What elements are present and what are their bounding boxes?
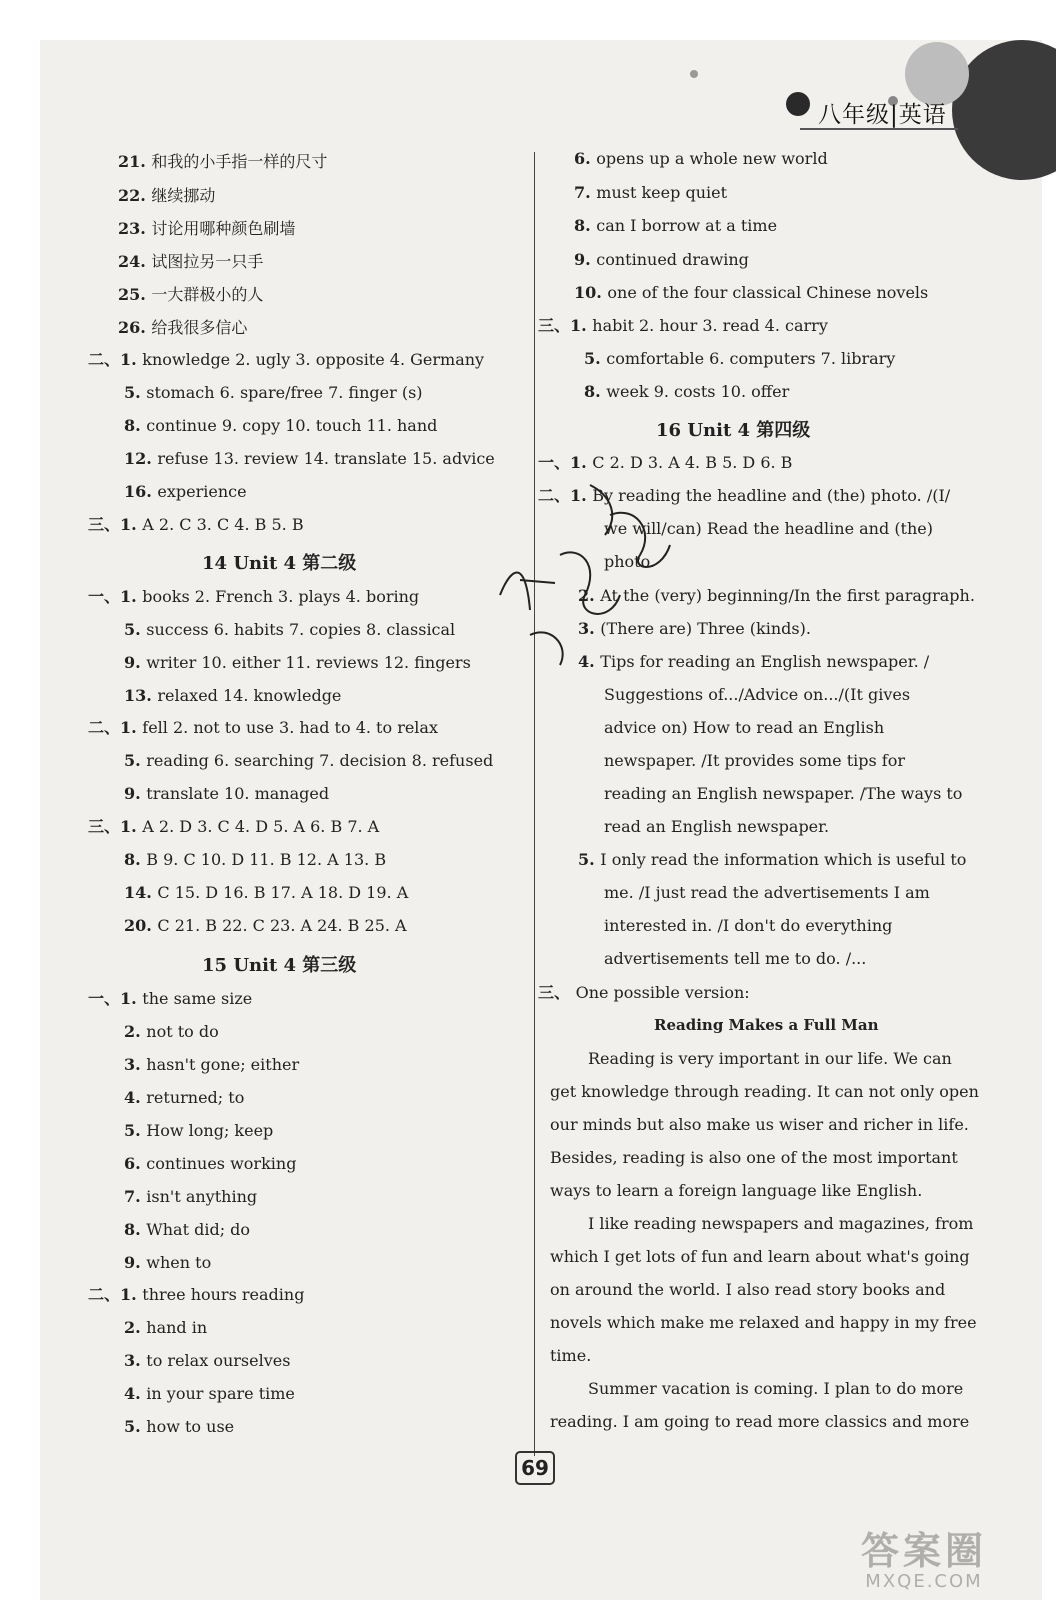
item-number: 三、1. bbox=[88, 515, 143, 534]
left-answer-line bbox=[88, 718, 438, 738]
item-number: 8. bbox=[574, 216, 597, 235]
item-answer: 和我的小手指一样的尺寸 bbox=[151, 152, 328, 171]
left-answer-line bbox=[124, 784, 329, 804]
item-number: 二、1. bbox=[88, 718, 143, 737]
item-answer: read an English newspaper. bbox=[604, 817, 830, 836]
right-answer-line bbox=[604, 817, 829, 837]
item-answer: continued drawing bbox=[596, 250, 749, 269]
item-answer: success 6. habits 7. copies 8. classical bbox=[146, 620, 456, 639]
item-number: 8. bbox=[124, 850, 147, 869]
item-answer: B 9. C 10. D 11. B 12. A 13. B bbox=[146, 850, 387, 869]
left-answer-line bbox=[124, 1022, 219, 1042]
right-answer-line bbox=[574, 283, 928, 303]
item-number: 5. bbox=[584, 349, 607, 368]
item-answer: 继续挪动 bbox=[151, 186, 216, 205]
left-answer-line bbox=[124, 653, 471, 673]
essay-line: I like reading newspapers and magazines, from bbox=[588, 1214, 974, 1233]
item-answer: one of the four classical Chinese novels bbox=[607, 283, 929, 302]
item-number: 2. bbox=[124, 1022, 147, 1041]
right-answer-line bbox=[574, 183, 727, 203]
left-answer-line bbox=[88, 817, 379, 837]
right-answer-line bbox=[538, 316, 828, 336]
item-answer: hand in bbox=[146, 1318, 208, 1337]
item-number: 20. bbox=[124, 916, 158, 935]
item-number: 二、1. bbox=[88, 350, 143, 369]
item-answer: can I borrow at a time bbox=[596, 216, 778, 235]
essay-title: Reading Makes a Full Man bbox=[654, 1016, 879, 1034]
scan-border-top bbox=[0, 0, 1056, 40]
decor-dot bbox=[690, 70, 698, 78]
item-number: 三、 bbox=[538, 983, 576, 1002]
item-number: 13. bbox=[124, 686, 158, 705]
header-underline bbox=[800, 128, 958, 130]
item-number: 16. bbox=[124, 482, 158, 501]
essay-line: Summer vacation is coming. I plan to do more bbox=[588, 1379, 964, 1398]
item-number: 3. bbox=[578, 619, 601, 638]
right-answer-line bbox=[604, 883, 930, 903]
right-answer-line bbox=[538, 983, 750, 1003]
item-answer: interested in. /I don't do everything bbox=[604, 916, 893, 935]
item-answer: must keep quiet bbox=[596, 183, 728, 202]
item-answer: hasn't gone; either bbox=[146, 1055, 300, 1074]
essay-line: which I get lots of fun and learn about what's going bbox=[550, 1247, 970, 1266]
item-number: 5. bbox=[124, 383, 147, 402]
item-answer: I only read the information which is useful to bbox=[600, 850, 967, 869]
left-answer-line bbox=[124, 416, 437, 436]
item-answer: By reading the headline and (the) photo. /(I/ bbox=[592, 486, 951, 505]
item-answer: photo. bbox=[604, 552, 656, 571]
item-number: 10. bbox=[574, 283, 608, 302]
right-answer-line bbox=[538, 453, 792, 473]
right-answer-line bbox=[584, 349, 895, 369]
essay-line: time. bbox=[550, 1346, 592, 1365]
item-answer: reading 6. searching 7. decision 8. refused bbox=[146, 751, 494, 770]
item-number: 8. bbox=[584, 382, 607, 401]
item-answer: continue 9. copy 10. touch 11. hand bbox=[146, 416, 438, 435]
item-number: 9. bbox=[574, 250, 597, 269]
watermark-text: 答案圈 bbox=[860, 1529, 987, 1573]
left-answer-line bbox=[88, 587, 419, 607]
item-number: 12. bbox=[124, 449, 158, 468]
left-answer-line bbox=[124, 1417, 234, 1437]
left-answer-line bbox=[124, 916, 407, 936]
header-title: 八年级|英语 bbox=[818, 102, 947, 128]
left-answer-line bbox=[124, 482, 247, 502]
item-number: 三、1. bbox=[538, 316, 593, 335]
left-answer-line bbox=[124, 383, 423, 403]
item-number: 5. bbox=[124, 1417, 147, 1436]
item-number: 22. bbox=[118, 186, 152, 205]
right-answer-line bbox=[604, 949, 866, 969]
item-answer: me. /I just read the advertisements I am bbox=[604, 883, 930, 902]
item-answer: 给我很多信心 bbox=[151, 318, 248, 337]
item-number: 14. bbox=[124, 883, 158, 902]
item-answer: (There are) Three (kinds). bbox=[600, 619, 811, 638]
item-answer: knowledge 2. ugly 3. opposite 4. Germany bbox=[142, 350, 485, 369]
item-number: 26. bbox=[118, 318, 152, 337]
item-answer: three hours reading bbox=[142, 1285, 305, 1304]
item-answer: writer 10. either 11. reviews 12. fingers bbox=[146, 653, 471, 672]
item-number: 9. bbox=[124, 1253, 147, 1272]
item-number: 二、1. bbox=[538, 486, 593, 505]
item-answer: the same size bbox=[142, 989, 253, 1008]
item-number: 9. bbox=[124, 653, 147, 672]
item-number: 4. bbox=[578, 652, 601, 671]
left-answer-line bbox=[124, 1351, 290, 1371]
item-number: 7. bbox=[574, 183, 597, 202]
decor-circle-small bbox=[786, 92, 810, 116]
item-answer: how to use bbox=[146, 1417, 235, 1436]
left-answer-line bbox=[124, 1121, 273, 1141]
item-answer: A 2. C 3. C 4. B 5. B bbox=[142, 515, 304, 534]
item-number: 5. bbox=[124, 751, 147, 770]
item-number: 5. bbox=[124, 620, 147, 639]
left-answer-line bbox=[124, 1220, 250, 1240]
essay-line: novels which make me relaxed and happy in my free bbox=[550, 1313, 977, 1332]
item-number: 21. bbox=[118, 152, 152, 171]
item-number: 二、1. bbox=[88, 1285, 143, 1304]
item-answer: fell 2. not to use 3. had to 4. to relax bbox=[142, 718, 438, 737]
left-answer-line bbox=[124, 1384, 295, 1404]
item-number: 4. bbox=[124, 1088, 147, 1107]
item-answer: advertisements tell me to do. /... bbox=[604, 949, 867, 968]
item-answer: At the (very) beginning/In the first paragraph. bbox=[600, 586, 975, 605]
right-answer-line bbox=[574, 216, 777, 236]
item-answer: in your spare time bbox=[146, 1384, 295, 1403]
right-answer-line bbox=[604, 784, 962, 804]
item-answer: What did; do bbox=[146, 1220, 251, 1239]
essay-line: ways to learn a foreign language like English. bbox=[550, 1181, 923, 1200]
item-answer: How long; keep bbox=[146, 1121, 274, 1140]
left-answer-line bbox=[124, 1088, 244, 1108]
item-answer: returned; to bbox=[146, 1088, 245, 1107]
left-answer-line bbox=[124, 1253, 211, 1273]
left-answer-line bbox=[124, 751, 493, 771]
item-answer: opens up a whole new world bbox=[596, 149, 828, 168]
item-answer: comfortable 6. computers 7. library bbox=[606, 349, 896, 368]
item-answer: One possible version: bbox=[575, 983, 750, 1002]
left-answer-line bbox=[124, 620, 455, 640]
site-watermark bbox=[834, 1520, 1014, 1590]
item-number: 6. bbox=[574, 149, 597, 168]
left-answer-line bbox=[124, 850, 386, 870]
right-answer-line bbox=[574, 149, 828, 169]
left-answer-line bbox=[124, 686, 341, 706]
left-answer-line bbox=[124, 1187, 257, 1207]
left-answer-line bbox=[88, 350, 484, 370]
item-answer: continues working bbox=[146, 1154, 297, 1173]
left-answer-line bbox=[124, 883, 408, 903]
essay-line: our minds but also make us wiser and richer in life. bbox=[550, 1115, 969, 1134]
item-number: 25. bbox=[118, 285, 152, 304]
item-number: 6. bbox=[124, 1154, 147, 1173]
decor-circle-large bbox=[952, 40, 1056, 180]
page-number: 69 bbox=[515, 1451, 555, 1485]
item-number: 5. bbox=[578, 850, 601, 869]
item-answer: relaxed 14. knowledge bbox=[157, 686, 342, 705]
item-answer: we will/can) Read the headline and (the) bbox=[604, 519, 933, 538]
essay-line: reading. I am going to read more classics and more bbox=[550, 1412, 970, 1431]
section-heading-14: 14 Unit 4 第二级 bbox=[202, 553, 357, 574]
item-number: 一、1. bbox=[538, 453, 593, 472]
item-number: 4. bbox=[124, 1384, 147, 1403]
item-number: 2. bbox=[578, 586, 601, 605]
item-answer: habit 2. hour 3. read 4. carry bbox=[592, 316, 828, 335]
item-answer: isn't anything bbox=[146, 1187, 258, 1206]
section-heading-15: 15 Unit 4 第三级 bbox=[202, 955, 357, 976]
item-answer: refuse 13. review 14. translate 15. advice bbox=[157, 449, 495, 468]
item-answer: C 15. D 16. B 17. A 18. D 19. A bbox=[157, 883, 409, 902]
item-answer: 试图拉另一只手 bbox=[151, 252, 264, 271]
item-answer: not to do bbox=[146, 1022, 219, 1041]
right-answer-line bbox=[578, 850, 966, 870]
left-answer-line bbox=[118, 285, 263, 305]
left-answer-line bbox=[88, 989, 252, 1009]
item-answer: newspaper. /It provides some tips for bbox=[604, 751, 906, 770]
item-answer: Tips for reading an English newspaper. / bbox=[600, 652, 930, 671]
right-answer-line bbox=[584, 382, 789, 402]
watermark-url: MXQE.COM bbox=[865, 1571, 983, 1592]
right-answer-line bbox=[604, 685, 910, 705]
item-answer: stomach 6. spare/free 7. finger (s) bbox=[146, 383, 423, 402]
scan-border-right bbox=[1042, 0, 1056, 1600]
left-answer-line bbox=[118, 252, 263, 272]
essay-line: Reading is very important in our life. We can bbox=[588, 1049, 952, 1068]
left-answer-line bbox=[124, 449, 495, 469]
item-number: 三、1. bbox=[88, 817, 143, 836]
item-answer: 讨论用哪种颜色刷墙 bbox=[151, 219, 296, 238]
left-answer-line bbox=[118, 219, 295, 239]
item-answer: when to bbox=[146, 1253, 212, 1272]
item-answer: books 2. French 3. plays 4. boring bbox=[142, 587, 420, 606]
left-answer-line bbox=[118, 186, 215, 206]
item-answer: A 2. D 3. C 4. D 5. A 6. B 7. A bbox=[142, 817, 380, 836]
item-answer: week 9. costs 10. offer bbox=[606, 382, 790, 401]
item-answer: Suggestions of.../Advice on.../(It gives bbox=[604, 685, 911, 704]
left-answer-line bbox=[124, 1154, 296, 1174]
left-answer-line bbox=[118, 152, 327, 172]
item-number: 2. bbox=[124, 1318, 147, 1337]
item-number: 7. bbox=[124, 1187, 147, 1206]
left-answer-line bbox=[124, 1318, 207, 1338]
left-answer-line bbox=[118, 318, 247, 338]
item-number: 23. bbox=[118, 219, 152, 238]
item-answer: experience bbox=[157, 482, 247, 501]
item-answer: reading an English newspaper. /The ways to bbox=[604, 784, 963, 803]
item-number: 8. bbox=[124, 1220, 147, 1239]
right-answer-line bbox=[604, 718, 884, 738]
section-heading-16: 16 Unit 4 第四级 bbox=[656, 420, 811, 441]
essay-line: get knowledge through reading. It can not only open bbox=[550, 1082, 979, 1101]
left-answer-line bbox=[88, 515, 304, 535]
item-answer: translate 10. managed bbox=[146, 784, 330, 803]
right-answer-line bbox=[574, 250, 749, 270]
item-answer: to relax ourselves bbox=[146, 1351, 291, 1370]
item-number: 3. bbox=[124, 1351, 147, 1370]
item-number: 一、1. bbox=[88, 989, 143, 1008]
item-answer: advice on) How to read an English bbox=[604, 718, 885, 737]
item-answer: C 21. B 22. C 23. A 24. B 25. A bbox=[157, 916, 407, 935]
handwritten-scribble bbox=[470, 475, 720, 675]
item-number: 8. bbox=[124, 416, 147, 435]
essay-line: Besides, reading is also one of the most important bbox=[550, 1148, 958, 1167]
essay-line: on around the world. I also read story books and bbox=[550, 1280, 946, 1299]
item-answer: 一大群极小的人 bbox=[151, 285, 264, 304]
item-number: 9. bbox=[124, 784, 147, 803]
item-number: 一、1. bbox=[88, 587, 143, 606]
item-number: 3. bbox=[124, 1055, 147, 1074]
left-answer-line bbox=[124, 1055, 299, 1075]
scan-border-left bbox=[0, 0, 40, 1600]
left-answer-line bbox=[88, 1285, 304, 1305]
item-number: 24. bbox=[118, 252, 152, 271]
column-divider bbox=[534, 152, 535, 1456]
item-number: 5. bbox=[124, 1121, 147, 1140]
right-answer-line bbox=[604, 916, 892, 936]
right-answer-line bbox=[604, 751, 905, 771]
item-answer: C 2. D 3. A 4. B 5. D 6. B bbox=[592, 453, 793, 472]
